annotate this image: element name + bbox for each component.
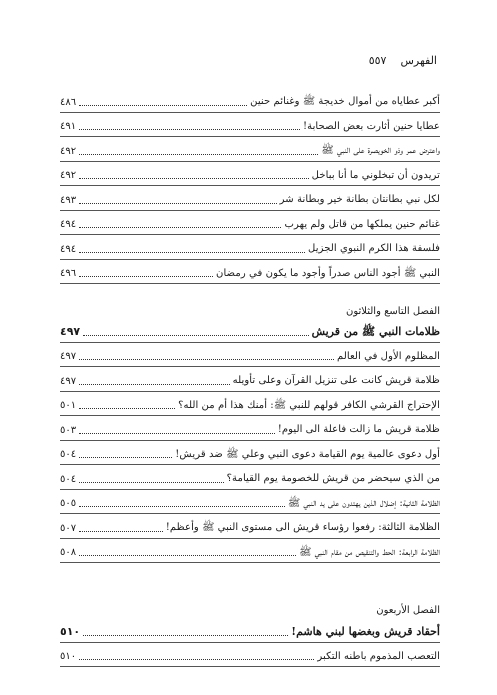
toc-entry: أكبر عطاياه من أموال خديجة ﷺ وغنائم حنين ٤٨٦	[60, 88, 440, 113]
toc-entry: النبي ﷺ أجود الناس صدراً وأجود ما يكون في رمضان ٤٩٦	[60, 260, 440, 285]
toc-entry: غنائم حنين يملكها من قاتل ولم يهرب ٤٩٤	[60, 211, 440, 236]
toc-entry: أول دعوى عالمية يوم القيامة دعوى النبي وعلي ﷺ ضد قريش! ٥٠٤	[60, 441, 440, 466]
toc-entry: ظلامة قريش ما زالت فاعلة الى اليوم! ٥٠٣	[60, 416, 440, 441]
running-title: الفهرس	[400, 54, 437, 67]
toc-entry: تريدون أن تبخلوني ما أنا بباخل ٤٩٢	[60, 162, 440, 187]
toc-entry: فلسفة هذا الكرم النبوي الجزيل ٤٩٤	[60, 235, 440, 260]
toc-entry: عطايا حنين أثارت بعض الصحابة! ٤٩١	[60, 113, 440, 138]
toc-entry: الظلامة الثالثة: رفعوا رؤساء قريش الى مستوى النبي ﷺ وأعظم! ٥٠٧	[60, 514, 440, 539]
toc-entry: من الذي سيحضر من قريش للخصومة يوم القيامة؟ ٥٠٤	[60, 465, 440, 490]
chapter-label: الفصل التاسع والثلاثون	[345, 306, 440, 317]
toc-chapter-39	[60, 318, 440, 563]
running-header	[60, 54, 437, 67]
toc-entry: الظلامة الثانية: إضلال الذين يهتدون على يد النبي ﷺ ٥٠٥	[60, 490, 440, 515]
toc-entry: الإحتراج القرشي الكافر قولهم للنبي ﷺ: أمنك هذا أم من الله؟ ٥٠١	[60, 392, 440, 417]
toc-chapter-40	[60, 618, 440, 667]
toc-group-1	[60, 88, 440, 284]
toc-entry: المظلوم الأول في العالم ٤٩٧	[60, 343, 440, 368]
toc-entry: لكل نبي بطانتان بطانة خير وبطانة شر ٤٩٣	[60, 186, 440, 211]
chapter-title-row: ظلامات النبي ﷺ من قريش ٤٩٧	[60, 318, 440, 343]
toc-entry: واعترض عمر وذو الخويصرة على النبي ﷺ ٤٩٢	[60, 137, 440, 162]
chapter-label: الفصل الأربعون	[376, 605, 440, 616]
chapter-title-row: أحقاد قريش وبغضها لبني هاشم! ٥١٠	[60, 618, 440, 643]
page-number: ٥٥٧	[368, 54, 387, 67]
toc-entry: التعصب المذموم باطنه التكبر ٥١٠	[60, 643, 440, 668]
toc-entry: ظلامة قريش كانت على تنزيل القرآن وعلى تأويله ٤٩٧	[60, 367, 440, 392]
toc-entry: الظلامة الرابعة: الحط والتنقيص من مقام النبي ﷺ ٥٠٨	[60, 539, 440, 564]
